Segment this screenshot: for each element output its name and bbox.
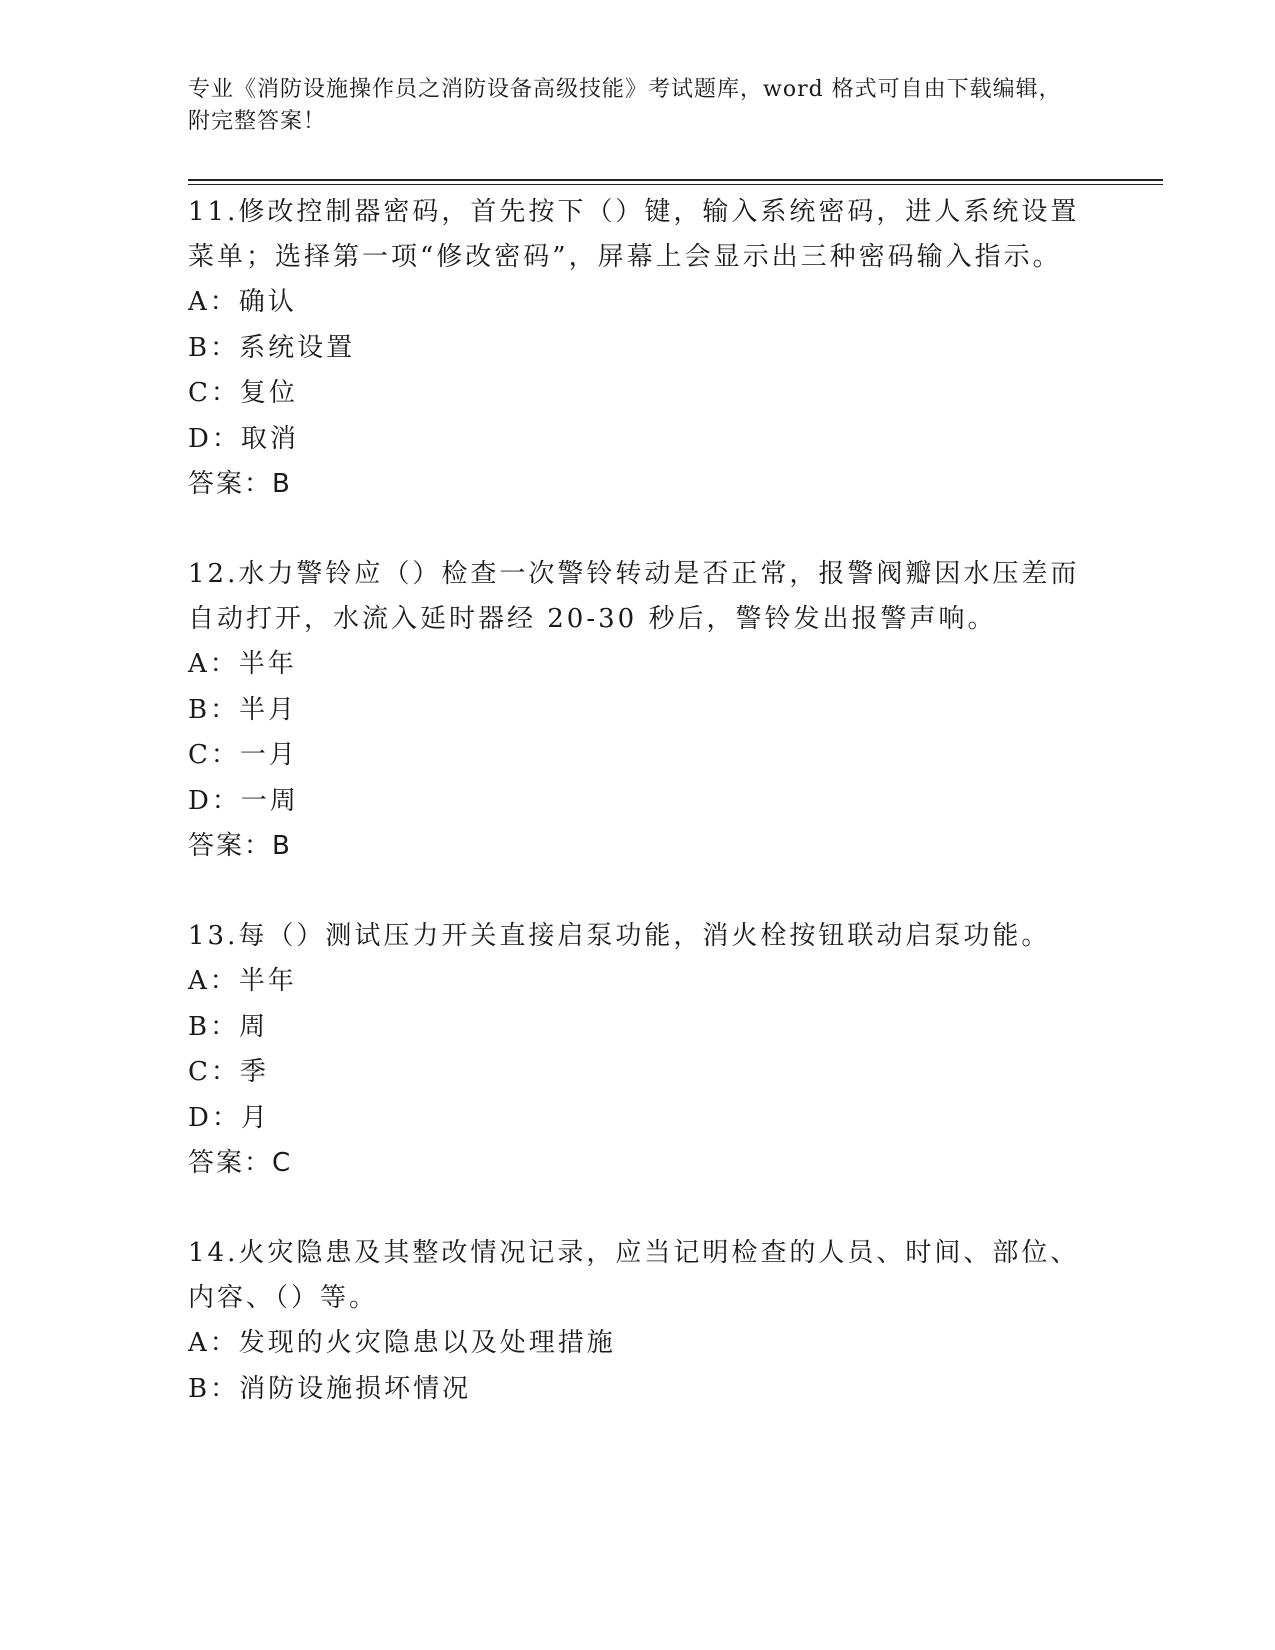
question-12 (188, 552, 1088, 869)
answer-line: 答案：C (188, 1148, 293, 1178)
option-b: B：消防设施损坏情况 (188, 1373, 472, 1404)
question-stem: 13.每（）测试压力开关直接启泵功能，消火栓按钮联动启泵功能。 (188, 921, 1051, 951)
question-stem: 14.火灾隐患及其整改情况记录，应当记明检查的人员、时间、部位、内容、（）等。 (188, 1238, 1080, 1313)
option-a: A：半年 (188, 649, 297, 679)
question-13 (188, 914, 1088, 1186)
question-11 (188, 190, 1088, 507)
header-divider-thick (188, 179, 1163, 181)
option-b: B：半月 (188, 694, 298, 725)
option-a: A：半年 (188, 966, 297, 996)
option-c: C：一月 (188, 740, 298, 770)
question-stem: 11.修改控制器密码，首先按下（）键，输入系统密码，进人系统设置菜单；选择第一项“修改密码”，屏幕上会显示出三种密码输入指示。 (188, 197, 1080, 272)
option-b: B：系统设置 (188, 332, 356, 363)
question-list (188, 190, 1088, 1457)
header-divider-thin (188, 184, 1163, 185)
option-d: D：取消 (188, 423, 299, 454)
option-a: A：发现的火灾隐患以及处理措施 (188, 1328, 616, 1358)
option-a: A：确认 (188, 287, 297, 317)
option-b: B：周 (188, 1011, 269, 1042)
option-d: D：一周 (188, 785, 299, 816)
question-14 (188, 1231, 1088, 1412)
answer-line: 答案：B (188, 469, 292, 499)
option-c: C：复位 (188, 378, 298, 408)
option-c: C：季 (188, 1057, 269, 1087)
option-d: D：月 (188, 1102, 270, 1133)
document-header: 专业《消防设施操作员之消防设备高级技能》考试题库，word 格式可自由下载编辑，附完整答案！ (188, 77, 1062, 134)
answer-line: 答案：B (188, 831, 292, 861)
question-stem: 12.水力警铃应（）检查一次警铃转动是否正常，报警阀瓣因水压差而自动打开，水流入延时器经 20-30 秒后，警铃发出报警声响。 (188, 559, 1080, 634)
